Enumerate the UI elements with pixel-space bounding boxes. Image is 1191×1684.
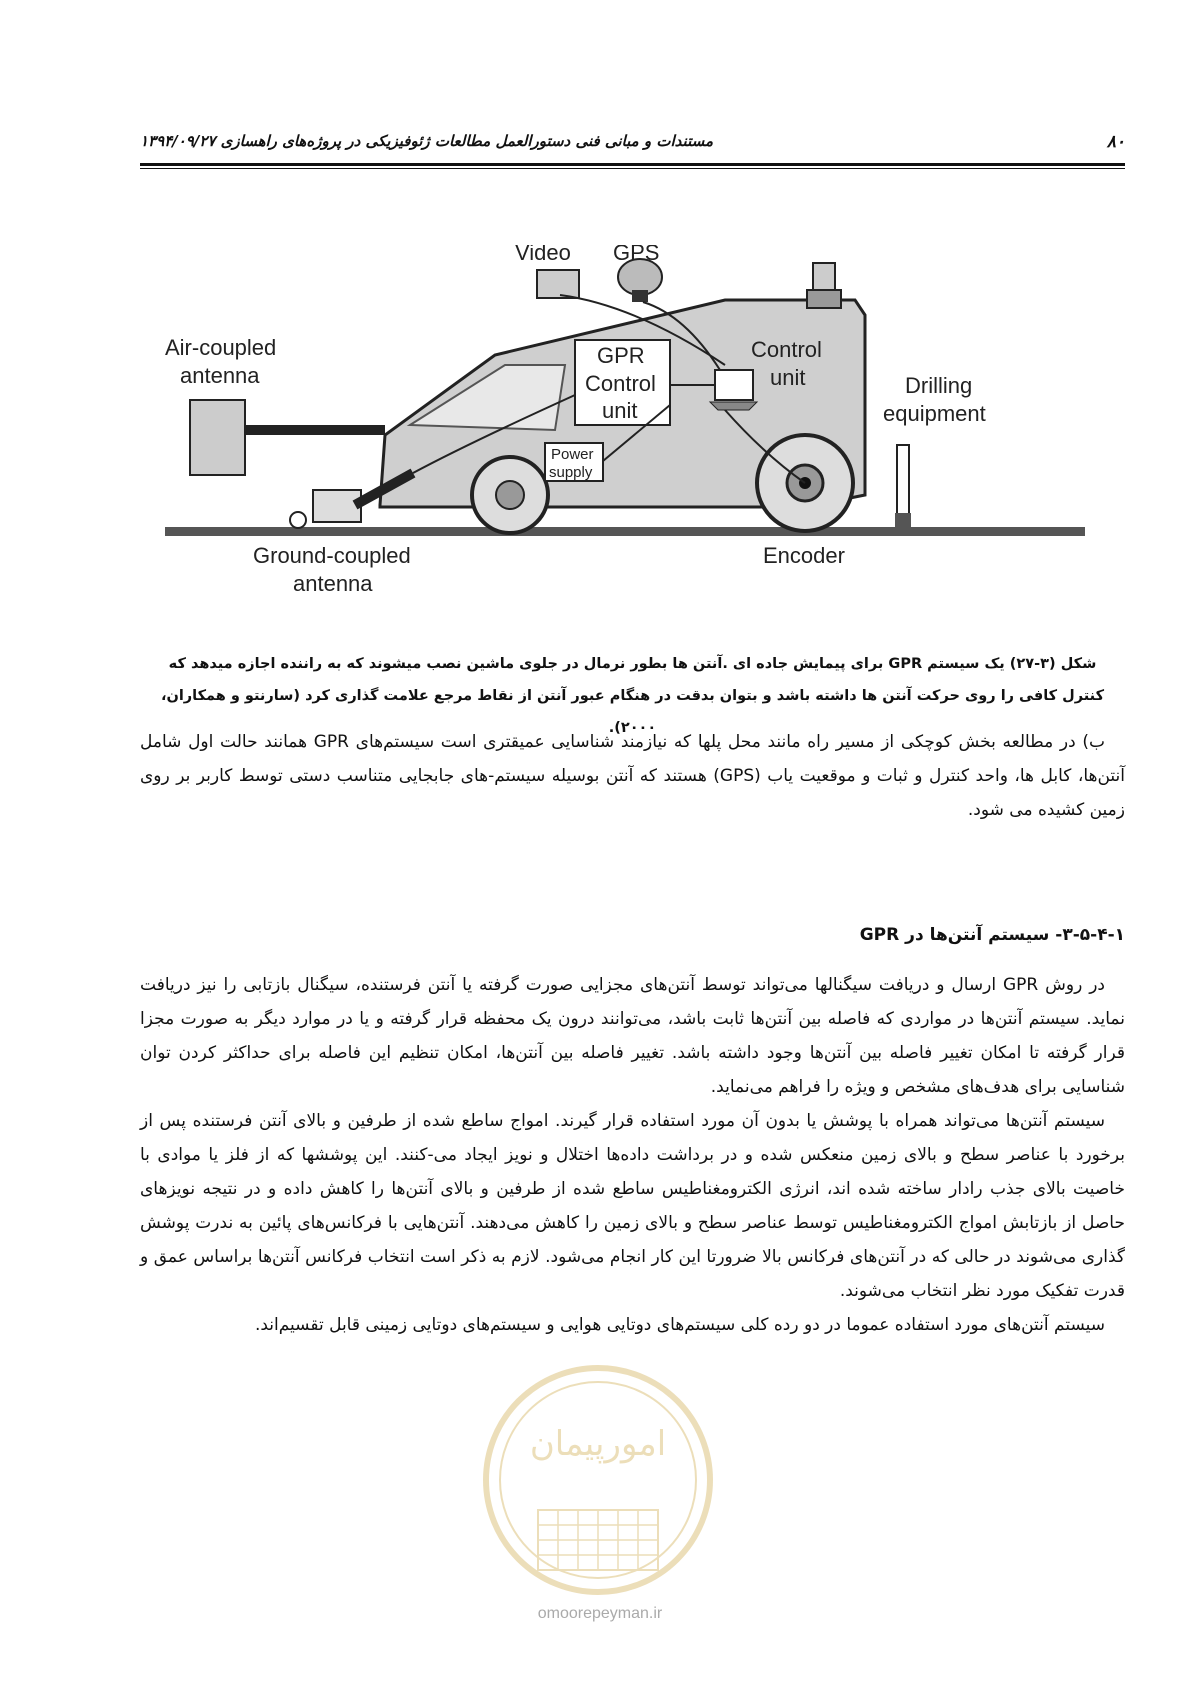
- label-power-1: Power: [551, 446, 594, 463]
- caption-line-1: شکل (۳-۲۷) یک سیستم GPR برای پیمایش جاده ای .آنتن ها بطور نرمال در جلوی ماشین نصب میشوند که به راننده اجازه میدهد که: [168, 656, 1097, 672]
- label-ground-coupled-1: Ground-coupled: [253, 543, 411, 568]
- label-gpr-control-2: Control: [585, 371, 656, 396]
- label-ground-coupled-2: antenna: [293, 571, 373, 596]
- label-encoder: Encoder: [763, 543, 845, 568]
- control-unit-laptop: [715, 370, 753, 400]
- label-video: Video: [515, 245, 571, 265]
- header-rule-thin: [140, 168, 1125, 169]
- page-header: [140, 128, 1125, 158]
- watermark-stamp: [478, 1360, 718, 1600]
- label-air-coupled-2: antenna: [180, 363, 260, 388]
- page-number: ۸۰: [1106, 132, 1125, 152]
- label-drilling-1: Drilling: [905, 373, 973, 398]
- paragraph-3: سیستم آنتن‌های مورد استفاده عموما در دو رده کلی سیستم‌های دوتایی هوایی و سیستم‌های دوتایی زمینی قابل تقسیم‌اند.: [254, 1315, 1105, 1335]
- caption-line-2: کنترل کافی را روی حرکت آنتن ها داشته باشد و بتوان بدقت در هنگام عبور آنتن از نقاط مرجع علامت گذاری کرد (سارنتو و همکاران،: [160, 688, 1105, 704]
- paragraph-2: سیستم آنتن‌ها می‌تواند همراه با پوشش یا بدون آن مورد استفاده قرار گیرند. امواج ساطع شده از طرفین و بالای آنتن فرستنده پس از برخورد با عناصر سطح و بالای زمین منعکس شده و در برداشت داده‌ها اختلال و نویز ایجاد می-کنند. این پوششها که از فلز یا موادی با خاصیت بالای جذب رادار ساخته شده اند، انرژی الکترومغناطیس ساطع شده از طرفین و بالای آنتن‌ها را کاهش داده و در نتیجه نویزهای حاصل از بازتابش امواج الکترومغناطیس توسط عناصر سطح و بالای زمین را کاهش می‌دهند. آنتن‌هایی با فرکانس‌های پائین به ندرت پوشش گذاری می‌شوند در حالی که در آنتن‌های فرکانس بالا ضرورتا این کار انجام می‌شود. لازم به ذکر است انتخاب فرکانس آنتن‌ها براساس عمق و قدرت تفکیک مورد نظر انتخاب می‌شوند.: [140, 1111, 1125, 1301]
- section-heading: ۳-۵-۴-۱- سیستم آنتن‌ها در GPR: [859, 925, 1125, 945]
- running-title: مستندات و مبانی فنی دستورالعمل مطالعات ژئوفیزیکی در پروژه‌های راهسازی ۱۳۹۴/۰۹/۲۷: [140, 132, 714, 150]
- paragraph-b-section: [140, 725, 1125, 827]
- label-air-coupled-1: Air-coupled: [165, 335, 277, 360]
- header-rule-thick: [140, 163, 1125, 166]
- label-control-unit-2: unit: [770, 365, 806, 390]
- label-control-unit-1: Control: [751, 337, 822, 362]
- body-text: [140, 968, 1125, 1342]
- label-drilling-2: equipment: [883, 401, 986, 426]
- air-coupled-antenna: [190, 400, 245, 475]
- paragraph-b: ب) در مطالعه بخش کوچکی از مسیر راه مانند محل پلها که نیازمند شناسایی عمیقتری است سیستم‌های GPR همانند حالت اول شامل آنتن‌ها، کابل ها، واحد کنترل و ثبات و موقعیت یاب (GPS) هستند که آنتن بوسیله سیستم-های جابجایی متناسب دستی توسط کاربر بر روی زمین کشیده می شود.: [140, 732, 1125, 820]
- label-gpr-control-3: unit: [602, 398, 638, 423]
- ground-coupled-antenna: [313, 490, 361, 522]
- gpr-vehicle-diagram: [165, 245, 1085, 645]
- caption-line-3: ۲۰۰۰).: [608, 720, 657, 736]
- video-camera: [537, 270, 579, 298]
- paragraph-1: در روش GPR ارسال و دریافت سیگنالها می‌تواند توسط آنتن‌های مجزایی صورت گرفته یا آنتن فرستنده، سیگنال بازتابی را نیز دریافت نماید. سیستم آنتن‌ها در مواردی که فاصله بین آنتن‌ها ثابت باشد، می‌توانند درون یک محفظه قرار گرفته و یا در موارد دیگر به صورت مجزا قرار گرفته تا امکان تغییر فاصله بین آنتن‌ها وجود داشته باشد. تغییر فاصله بین آنتن‌ها، امکان تنظیم این فاصله برای حداکثر کردن توان شناسایی برای هدف‌های مشخص و ویژه را فراهم می‌نماید.: [140, 975, 1125, 1097]
- watermark-site: omoorepeyman.ir: [537, 1605, 663, 1622]
- gpr-vehicle-figure: [165, 245, 1085, 645]
- ground-line: [165, 527, 1085, 536]
- label-gps: GPS: [613, 245, 660, 265]
- label-power-2: supply: [549, 464, 593, 481]
- label-gpr-control-1: GPR: [597, 343, 645, 368]
- stamp-text: امورپیمان: [529, 1424, 667, 1464]
